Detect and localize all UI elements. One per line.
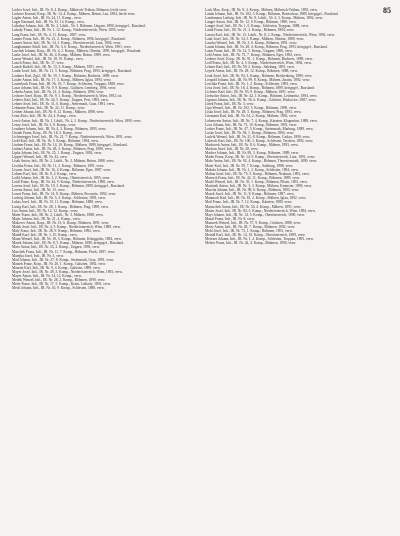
casualty-entry: Latsch Franz, Inft., IR. Nr. 17, verw. [12, 61, 65, 66]
casualty-entry: Lacher Josef, Inft., IR. Nr. 8, 4. Komp., Mährisch-Trübau, Böhmen, leicht verw. [12, 8, 128, 12]
casualty-entry: Laschek Johann, Korp., IR. Nr. 4, 2. Komp., Mähren, Olmütz, 1895, kriegsgef., Russland. [12, 48, 142, 53]
casualty-entry: Mayr Johann, Inft., IR. Nr. 14, 5. Komp., Oberösterreich, 1890, verw. [205, 212, 305, 217]
casualty-entry: Linek Franz, Inft., IR. Nr. 3, verw. [205, 102, 255, 107]
casualty-entry: Meindl Karl, Inft., IR. Nr. 14, 10. Komp., Oberösterreich, 1889, verw. [205, 233, 306, 238]
casualty-entry: Lang Franz, Inft., IR. Nr. 4, 11. Komp., 1887, verw. [12, 32, 87, 37]
casualty-entry: Loos Johann, Inft., IR. Nr. 73, 10. Komp., Böhmen, 1891, verw. [205, 122, 297, 127]
casualty-entry: Laube Josef, Inft., IR. Nr. 11, 5. Komp., Böhmen, Prag, 1893, kriegsgef., Russland. [12, 69, 132, 74]
casualty-entry: Lager Emanuel, Inft., IR. Nr. 33, 14. Komp., verw. [12, 20, 85, 25]
casualty-entry: Lahodny Johann, Inft., IR. Nr. 2, Ldstlt., Nr. 3, Böhmen, Ungarn, 1890, kriegsgef., Russland. [12, 24, 146, 29]
casualty-entry: Lahody Franz, Inft., IR. Nr. 1, 12. Komp., Niederösterreich, Wien, 1895, verw. [12, 28, 126, 33]
casualty-entry: Lauterbach Franz, Inft., IR. Nr. 10, 7. Komp., Schlesien, Troppau, 1888, verw. [12, 81, 125, 86]
casualty-entry: Lejsek Anton, Inft., IR. Nr. 28, 12. Komp., Böhmen, 1888, verw. [205, 69, 298, 74]
casualty-entry: Lipa Wenzel, Inft., IR. Nr. 102, 5. Komp., Böhmen, 1890, verw. [205, 106, 297, 111]
casualty-entry: Mecir Anton, Inft., IR. Nr. 28, 7. Komp., Böhmen, 1892, verw. [205, 224, 296, 229]
casualty-entry: Liebscher Anton, Inft., IR. Nr. 42, 1. Komp., Böhmen, Leitmeritz, 1894, verw. [205, 93, 318, 98]
casualty-entry: Lazar Johann, Inft., IR. Nr. 9, 9. Komp., Galizien, Lemberg, 1894, verw. [12, 85, 117, 90]
casualty-entry: Lorenz Josef, Inft., IR. Nr. 19, 3. Komp., Böhmen, 1889, kriegsgef., Russland. [12, 184, 125, 189]
casualty-entry: Lorber Franz, Inft., IR. Nr. 47, 5. Komp., Steiermark, Marburg, 1889, verw. [205, 126, 314, 131]
casualty-entry: Lexa Josef, Inft., IR. Nr. 18, 4. Komp., Böhmen, 1889, kriegsgef., Russland. [205, 85, 315, 90]
casualty-entry: Lindner Franz, Inft., IR. Nr. 14, 10. Komp., Mähren, 1889, kriegsgef., Russland. [12, 143, 128, 148]
casualty-entry: Lipka Johann, Inft., IR. Nr. 25, 1. Komp., Ungarn, 1892, verw. [12, 151, 102, 156]
casualty-entry: Laucka Wenzel, Inft., IR. Nr. 3, 6. Komp., Böhmen, 1891, verw. [205, 40, 298, 45]
casualty-entry: Leopold Johann, Inft., IR. Nr. 99, 8. Komp., Mähren, Znaim, 1892, verw. [205, 77, 311, 82]
casualty-entry: Lebl Anton, Inft., IR. Nr. 73, 7. Komp., Böhmen, Eger, 1892, verw. [205, 53, 302, 58]
casualty-entry: Litzmann Karl, Inft., IR. Nr. 54, 2. Komp., Mähren, 1892, verw. [205, 114, 297, 119]
casualty-entry: Leitner Johann, Inft., IR. Nr. 8, 12. Komp., Mähren, 1888, verw. [12, 110, 105, 115]
casualty-entry: Lenk Josef, Inft., IR. Nr. 94, 3. Komp., Böhmen, Reichenberg, 1890, verw. [205, 73, 313, 78]
casualty-entry: Matl Franz, Inft., IR. Nr. 7, 12. Komp., Kärnten, 1889, verw. [205, 200, 293, 205]
casualty-entry: Ludvik Wenzel, Inft., IR. Nr. 21, 8. Komp., Böhmen, Caslau, 1890, verw. [205, 134, 311, 139]
casualty-entry: Melzer Franz, Inft., IR. Nr. 42, 4. Komp., Böhmen, 1890, verw. [205, 241, 297, 246]
casualty-entry: Lux Anton, Inft., IR. Nr. 12, 12. Komp., verw. [12, 208, 79, 213]
casualty-entry: Makula Johann, Inft., IR. Nr. 1, 2. Komp., Schlesien, 1894, verw. [205, 167, 299, 172]
casualty-entry: Maresch Franz, Inft., IR. Nr. 42, 11. Komp., Böhmen, 1889, verw. [205, 175, 301, 180]
casualty-entry: Lechner Josef, Korp., IR. Nr. 9, 1. Komp., Niederösterreich, Wien, 1892, tot. [12, 93, 123, 98]
casualty-entry: Landsmann Ludwig, Inft., IR. Nr. 8, Ldstlt., Nr. 2, 3. Komp., Mähren, 1892, verw. [205, 16, 324, 21]
casualty-entry: Mayer Anton, Inft., IR. Nr. 14, 12. Komp., verw. [12, 274, 82, 279]
casualty-entry: Lorenz Anton, Inft., IR. Nr. 13, verw. [12, 188, 66, 193]
casualty-entry: Laubner Karl, Zgsf., IR. Nr. 19, 1. Komp., Böhmen, Budweis, 1889, verw. [12, 73, 119, 78]
casualty-entry: Loidl Franz, Korp., IR. Nr. 44, 9. Komp., Niederösterreich, 1890, verw. [12, 179, 115, 184]
casualty-entry: Maschek Franz, Inft., IR. Nr. 11, 7. Komp., Böhmen, Pisek, 1887, verw. [12, 249, 116, 254]
casualty-entry: Lerch Anton, Inft., IR. Nr. 1, Ldstlt., Nr. 2, 2. Komp., Niederösterreich, Wien, 1890, verw. [12, 118, 142, 123]
casualty-entry: Malina Josef, Inft., IR. Nr. 75, 5. Komp., Böhmen, Neuhaus, 1892, verw. [205, 171, 310, 176]
casualty-entry: Lichtner Karl, Inft., IR. Nr. 93, 9. Komp., Mähren, 1891, verw. [205, 89, 296, 94]
casualty-entry: Lasser Wenzel, Inft., IR. Nr. 18, 10. Komp., verw. [12, 57, 84, 62]
casualty-entry: Mauer Josef, Inft., IR. Nr. 84, 3. Komp., Niederösterreich, Wien, 1894, verw. [205, 208, 316, 213]
casualty-entry: Maier Franz, Inft., IR. Nr. 2, Ldstlt., Nr. 3, Mähren, 1888, verw. [12, 212, 104, 217]
casualty-entry: Matzek Franz, Korp., IR. Nr. 20, 1. Komp., Galizien, 1892, verw. [12, 261, 106, 266]
casualty-entry: Lippert Wenzel, Inft., IR. Nr. 42, verw. [12, 155, 68, 160]
casualty-entry: Mahr Anton, Inft., IR. Nr. 92, 4. Komp., Böhmen, Theresienstadt, 1890, verw. [205, 159, 318, 164]
casualty-entry: Lissner Josef, Inft., IR. Nr. 16, 4. Komp., Böhmen, Eger, 1887, verw. [12, 167, 112, 172]
casualty-entry: Laske Josef, Inft., IR. Nr. 46, 4. Komp., Mähren, Brünn, 1889, verw. [12, 53, 111, 58]
casualty-entry: Machan Josef, Inft., IR. Nr. 28, verw. [205, 147, 259, 152]
casualty-entry: Meier Franz, Inft., IR. Nr. 17, 5. Komp., Krain, Laibach, 1891, verw. [12, 282, 111, 287]
casualty-entry: Lucke Josef, Inft., IR. Nr. 94, 1. Komp., Böhmen, 1894, verw. [205, 130, 295, 135]
casualty-entry: Lichtenegger Josef, Inft., IR. Nr. 21, 7. Komp., Niederösterreich, Wien, 1891, verw. [12, 134, 133, 139]
right-column [205, 8, 389, 528]
casualty-entry: Matl Johann, Inft., IR. Nr. 27, 8. Komp., Steiermark, Graz, 1891, verw. [12, 257, 115, 262]
casualty-entry: Lesny Josef, Inft., IR. Nr. 3, 8. Komp., verw. [12, 122, 77, 127]
casualty-entry: Lanner Franz, Inft., IR. Nr. 21, 2. Komp., Böhmen, 1896, kriegsgef., Russland. [12, 36, 126, 41]
casualty-entry: Lobenwein Anton, Inft., IR. Nr. 7, 4. Komp., Kärnten, Klagenfurt, 1888, verw. [205, 118, 318, 123]
casualty-entry: Langhammer Adolf, Inft., IR. Nr. 3, 6. Komp., Niederösterreich, Wien, 1891, verw. [12, 44, 132, 49]
casualty-entry: Marek Johann, Inft., IR. Nr. 8, 5. Komp., Mähren, 1890, kriegsgef., Russland. [12, 241, 124, 246]
casualty-entry: Meixner Johann, Inft., IR. Nr. 1, 2. Komp., Schlesien, Troppau, 1893, verw. [205, 237, 314, 242]
casualty-entry: Ludwig Johann, Inft., IR. Nr. 5, 4. Komp., Schlesien, 1893, verw. [12, 196, 106, 201]
casualty-entry: Matuschek Anton, Inft., IR. Nr. 54, 4. Komp., Mähren, 1891, verw. [205, 204, 302, 209]
casualty-entry: Leschka Franz, Inft., IR. Nr. 1, 2. Komp., Schlesien, 1893, verw. [205, 81, 298, 86]
casualty-entry: Mader Franz, Korp., IR. Nr. 14, 9. Komp., Oberösterreich, Linz, 1891, verw. [205, 155, 316, 160]
casualty-entry: Latzek Rudolf, Inft., IR. Nr. 13, 3. Komp., Mähren, 1891, verw. [12, 65, 104, 70]
casualty-entry: Matausch Karl, Inft., IR. Nr. 81, 2. Komp., Mähren, Iglau, 1892, verw. [205, 196, 307, 201]
casualty-entry: Lischka Franz, Inft., IR. Nr. 11, 2. Komp., Böhmen, 1891, verw. [12, 163, 105, 168]
casualty-entry: Marx Anton, Inft., IR. Nr. 33, 2. Komp., Ungarn, 1893, verw. [12, 245, 101, 250]
casualty-entry: Lhotak Franz, Korp., IR. Nr. 18, 2. Komp., verw. [12, 130, 83, 135]
casualty-entry: Laufer Anton, Inft., IR. Nr. 17, 3. Komp., Mähren, Iglau, 1894, verw. [12, 77, 112, 82]
casualty-entry: Lehner Karl, Inft., IR. Nr. 59, 2. Komp., Salzburg, 1891, verw. [205, 65, 295, 70]
casualty-entry: Mascha Johann, Inft., IR. Nr. 98, 6. Komp., Böhmen, 1893, verw. [205, 188, 300, 193]
casualty-entry: Lauda Johann, Inft., IR. Nr. 28, 4. Komp., Böhmen, Prag, 1893, kriegsgef., Russland. [205, 44, 328, 49]
casualty-entry: Lobner Karl, Inft., IR. Nr. 8, 2. Komp., verw. [12, 171, 77, 176]
casualty-entry: Lehner Josef, Inft., IR. Nr. 31, 6. Komp., Steiermark, Graz, 1891, verw. [12, 102, 115, 107]
casualty-entry: Lanik Franz, Inft., IR. Nr. 21, 2. Komp., Böhmen, 1894, verw. [205, 28, 295, 33]
casualty-entry: Macher Johann, Inft., IR. Nr. 88, 3. Komp., Böhmen, 1889, verw. [205, 151, 299, 156]
casualty-entry: Lenz Alois, Inft., IR. Nr. 24, 4. Komp., verw. [12, 114, 77, 119]
casualty-entry: Lebeda Anton, Inft., IR. Nr. 21, 4. Komp., Böhmen, 1894, verw. [12, 89, 105, 94]
casualty-entry: Mann Wenzel, Inft., IR. Nr. 18, 3. Komp., Böhmen, Königgrätz, 1894, verw. [12, 237, 122, 242]
casualty-entry: Leuthner Johann, Inft., IR. Nr. 4, 3. Komp., Böhmen, 1893, verw. [12, 126, 107, 131]
casualty-entry: Matejka Josef, Inft., IR. Nr. 3, verw. [12, 253, 64, 258]
casualty-entry: Linhart Anton, Inft., IR. Nr. 28, 3. Komp., Böhmen, Prag, 1890, verw. [12, 147, 113, 152]
page-number: 85 [383, 6, 391, 15]
casualty-entry: Liebl Karl, Inft., IR. Nr. 16, 5. Komp., Böhmen, 1894, verw. [12, 139, 99, 143]
casualty-entry: Lazar Franz, Inft., IR. Nr. 12, 5. Komp., Ungarn, 1890, verw. [205, 48, 293, 53]
casualty-entry: Markl Wenzel, Inft., IR. Nr. 35, 1. Komp., Böhmen, Pilsen, 1891, verw. [205, 179, 308, 184]
casualty-entry: Machacek Anton, Inft., IR. Nr. 8, 6. Komp., Mähren, 1893, verw. [205, 143, 299, 148]
casualty-entry: Ledl Franz, Inft., IR. Nr. 4, 5. Komp., Niederösterreich, Wien, 1894, verw. [205, 61, 312, 66]
casualty-entry: Maier Karl, Inft., IR. Nr. 59, 7. Komp., Salzburg, 1888, verw. [205, 163, 294, 168]
casualty-entry: Lackner Konrad, Korp., IR. Nr. 14, 4. Komp., Mähren, Brünn, Laa, 1894, leicht verw. [12, 12, 136, 17]
casualty-entry: Mayer Josef, Inft., IR. Nr. 49, 3. Komp., Niederösterreich, Wien, 1893, verw. [12, 270, 123, 274]
casualty-entry: Masek Josef, Inft., IR. Nr. 11, 8. Komp., Böhmen, 1887, verw. [205, 192, 295, 197]
casualty-entry: Makovec Anton, Korp., IR. Nr. 15, 6. Komp., Böhmen, 1891, verw. [12, 220, 110, 225]
casualty-entry: Lach Max, Korp., IR. Nr. 8, 4. Komp., Mähren, Mährisch-Trübau, 1893, verw. [205, 8, 318, 12]
casualty-entry: Lustig Karl, Inft., IR. Nr. 28, 1. Komp., Böhmen, Prag, 1890, verw. [12, 204, 109, 209]
casualty-entry: Liska Josef, Inft., IR. Nr. 28, 3. Komp., Böhmen, Prag, 1893, verw. [205, 110, 302, 115]
casualty-entry: Lukas Josef, Inft., IR. Nr. 15, 11. Komp., Böhmen, 1888, verw. [12, 200, 103, 205]
casualty-entry: Latal Josef, Inft., IR. Nr. 54, 3. Komp., Mähren, Olmütz, 1889, verw. [205, 36, 305, 41]
casualty-entry: Landa Johann, Inft., IR. Nr. 102, 3. Komp., Böhmen, Beneschau, 1889, kriegsgef., Russland. [205, 12, 339, 17]
casualty-entry: Loibl Johann, Inft., IR. Nr. 3, 2. Komp., Oberösterreich, 1893, verw. [12, 175, 111, 180]
casualty-entry: Langer Anton, Inft., IR. Nr. 12, 9. Komp., Böhmen, 1890, verw. [205, 20, 297, 25]
casualty-entry: Lisak Anton, Inft., IR. Nr. 2, Ldstlt., Nr. 2, Mähren, Brünn, 1888, verw. [12, 159, 115, 164]
casualty-entry: Meisl Johann, Inft., IR. Nr. 10, 9. Komp., Schlesien, 1888, verw. [12, 286, 105, 291]
casualty-entry: Majer Johann, Inft., IR. Nr. 21, 4. Komp., verw. [12, 216, 81, 221]
casualty-entry: Ligenza Johann, Inft., IR. Nr. 56, 6. Komp., Galizien, Wadowice, 1887, verw. [205, 98, 317, 103]
casualty-entry: Lederer Josef, Korp., IR. Nr. 91, 1. Komp., Böhmen, Budweis, 1889, verw. [205, 57, 313, 62]
casualty-entry: Lagler Anton, Inft., IR. Nr. 24, 11. Komp., verw. [12, 16, 82, 21]
casualty-entry: Lasota Karl, Inft., IR. Nr. 13, Ldstlt., Nr. 8, 2. Komp., Niederösterreich, Wien, 1892, verw. [205, 32, 335, 37]
casualty-entry: Losert Franz, Inft., IR. Nr. 14, 8. Komp., Mähren, Prossnitz, 1892, verw. [12, 192, 117, 197]
casualty-entry: Lehmann Franz, Inft., IR. Nr. 22, 11. Komp., verw. [12, 106, 86, 111]
casualty-entry: Mehl Josef, Inft., IR. Nr. 73, 1. Komp., Böhmen, 1891, verw. [205, 229, 293, 234]
casualty-entry: Langer Josef, Inft., IR. Nr. 1, 6. Komp., Schlesien, Troppau, 1888, verw. [205, 24, 309, 29]
casualty-entry: Malek Josef, Inft., IR. Nr. 4, 5. Komp., Niederösterreich, Wien, 1889, verw. [12, 224, 121, 229]
casualty-entry: Lanzer Anton, Inft., IR. Nr. 14, 1. Komp., Oberösterreich, Linz, 1892, verw. [12, 40, 122, 45]
casualty-entry: Maly Franz, Inft., IR. Nr. 28, 9. Komp., Böhmen, 1892, verw. [12, 229, 101, 234]
left-column [12, 8, 196, 528]
casualty-entry: Mazal Franz, Inft., IR. Nr. 8, verw. [205, 216, 255, 221]
casualty-entry: Medek Wenzel, Inft., IR. Nr. 28, 2. Komp., Böhmen, 1890, verw. [12, 278, 106, 283]
casualty-entry: Mandl Karl, Inft., IR. Nr. 1, 10. Komp., verw. [12, 233, 78, 238]
casualty-entry: Mazurek Wenzel, Inft., IR. Nr. 57, 9. Komp., Galizien, 1888, verw. [205, 220, 302, 225]
casualty-entry: Mauritz Karl, Inft., IR. Nr. 9, 4. Komp., Galizien, 1889, verw. [12, 265, 101, 270]
casualty-entry: Lukesch Karl, Inft., IR. Nr. 100, 2. Komp., Schlesien, Teschen, 1892, verw. [205, 139, 314, 143]
casualty-entry: Lederer Karl, Inft., IR. Nr. 44, 5. Komp., Ungarn, Pest, 1893, verw. [12, 98, 109, 103]
casualty-entry: Martinek Anton, Inft., IR. Nr. 3, 3. Komp., Mähren, Kremsier, 1890, verw. [205, 184, 313, 189]
